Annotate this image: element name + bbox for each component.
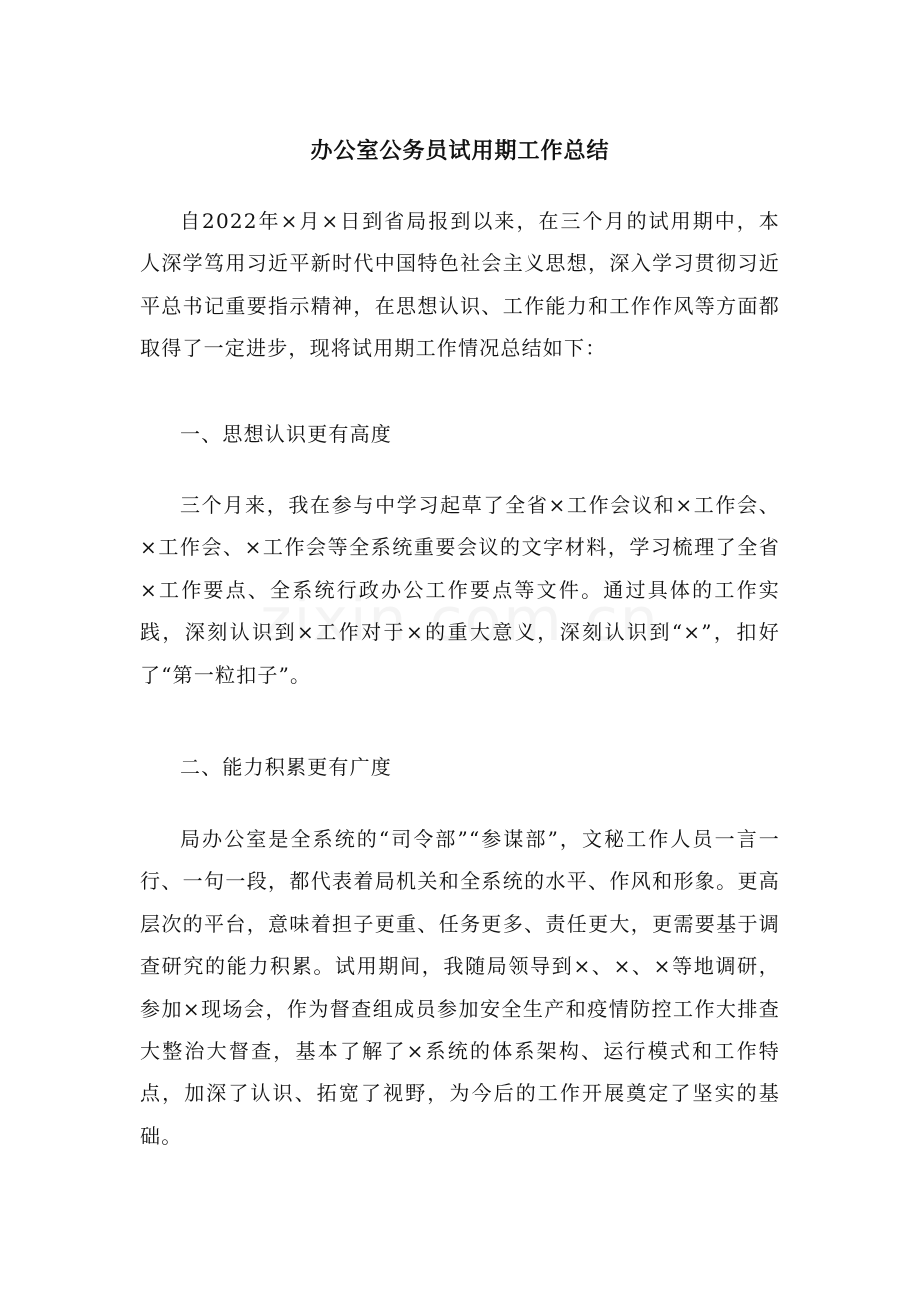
section1-heading: 一、思想认识更有高度 [180, 422, 392, 446]
section2-heading: 二、能力积累更有广度 [180, 755, 392, 779]
document-title: 办公室公务员试用期工作总结 [310, 138, 610, 164]
section2-paragraph: 局办公室是全系统的“司令部”“参谋部”，文秘工作人员一言一行、一句一段，都代表着局机关和全系统的水平、作风和形象。更高层次的平台，意味着担子更重、任务更多、责任更大，更需要基于调查研究的能力积累。试用期间，我随局领导到×、×、×等地调研，参加×现场会，作为督查组成员参加安全生产和疫情防控工作大排查大整治大督查，基本了解了×系统的体系架构、运行模式和工作特点，加深了认识、拓宽了视野，为今后的工作开展奠定了坚实的基础。 [140, 827, 780, 1148]
intro-paragraph: 自2022年×月×日到省局报到以来，在三个月的试用期中，本人深学笃用习近平新时代中国特色社会主义思想，深入学习贯彻习近平总书记重要指示精神，在思想认识、工作能力和工作作风等方面都取得了一定进步，现将试用期工作情况总结如下： [140, 209, 780, 361]
section1-paragraph: 三个月来，我在参与中学习起草了全省×工作会议和×工作会、×工作会、×工作会等全系统重要会议的文字材料，学习梳理了全省×工作要点、全系统行政办公工作要点等文件。通过具体的工作实践，深刻认识到×工作对于×的重大意义，深刻认识到“×”，扣好了“第一粒扣子”。 [140, 493, 780, 687]
